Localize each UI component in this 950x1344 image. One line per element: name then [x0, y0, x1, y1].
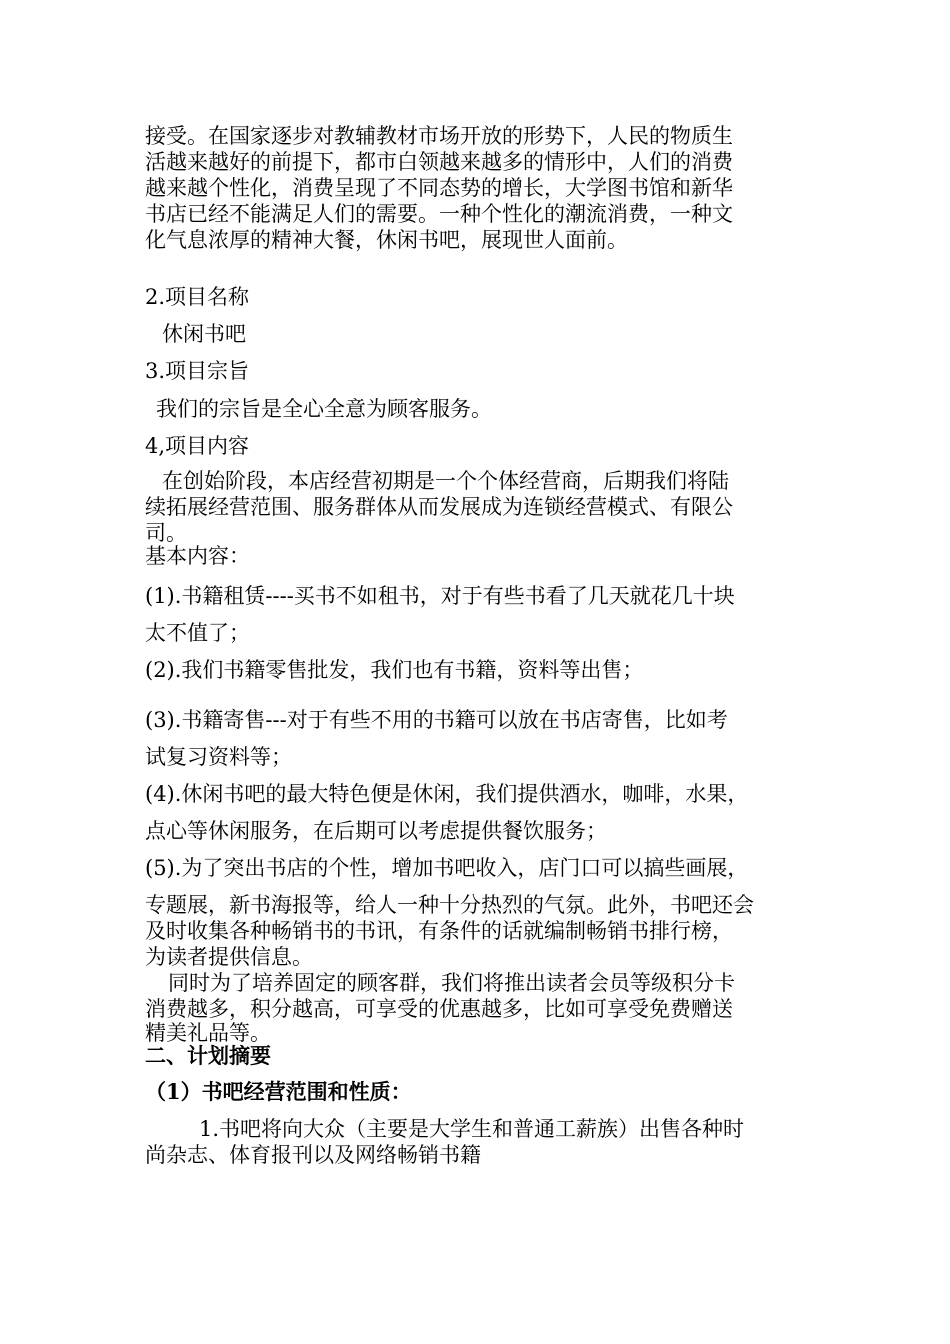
section2-body: 休闲书吧	[162, 322, 246, 346]
item-2-line-1: (2).我们书籍零售批发，我们也有书籍，资料等出售；	[145, 658, 644, 682]
intro-line-5: 化气息浓厚的精神大餐，休闲书吧，展现世人面前。	[145, 228, 628, 252]
item-1-line-2: 太不值了；	[145, 621, 250, 645]
plan-item-line-2: 尚杂志、体育报刊以及网络畅销书籍	[145, 1143, 481, 1167]
section3-heading: 3.项目宗旨	[145, 359, 250, 383]
intro-line-2: 活越来越好的前提下，都市白领越来越多的情形中，人们的消费	[145, 150, 733, 174]
plan-item-line-1: 1.书吧将向大众（主要是大学生和普通工薪族）出售各种时	[199, 1117, 745, 1141]
intro-line-4: 书店已经不能满足人们的需要。一种个性化的潮流消费，一种文	[145, 202, 733, 226]
item-4-line-2: 点心等休闲服务，在后期可以考虑提供餐饮服务；	[145, 819, 607, 843]
item-5-line-4: 为读者提供信息。	[145, 945, 313, 969]
section4-para-line-2: 续拓展经营范围、服务群体从而发展成为连锁经营模式、有限公	[145, 495, 733, 519]
section3-body: 我们的宗旨是全心全意为顾客服务。	[156, 397, 492, 421]
item-5-line-3: 及时收集各种畅销书的书讯，有条件的话就编制畅销书排行榜，	[145, 919, 733, 943]
intro-line-1: 接受。在国家逐步对教辅教材市场开放的形势下，人民的物质生	[145, 124, 733, 148]
basic-content-label: 基本内容：	[145, 544, 250, 568]
plan-subheading: （1）书吧经营范围和性质：	[145, 1079, 412, 1104]
item-1-line-1: (1).书籍租赁----买书不如租书，对于有些书看了几天就花几十块	[145, 584, 735, 608]
member-line-3: 精美礼品等。	[145, 1021, 271, 1045]
section4-para-line-1: 在创始阶段，本店经营初期是一个个体经营商，后期我们将陆	[162, 469, 729, 493]
plan-heading: 二、计划摘要	[145, 1043, 271, 1068]
member-line-1: 同时为了培养固定的顾客群，我们将推出读者会员等级积分卡	[168, 971, 735, 995]
intro-line-3: 越来越个性化，消费呈现了不同态势的增长，大学图书馆和新华	[145, 176, 733, 200]
section4-para-line-3: 司。	[145, 521, 187, 545]
item-4-line-1: (4).休闲书吧的最大特色便是休闲，我们提供酒水，咖啡，水果，	[145, 782, 749, 806]
item-3-line-1: (3).书籍寄售---对于有些不用的书籍可以放在书店寄售，比如考	[145, 708, 728, 732]
section4-heading: 4,项目内容	[145, 434, 250, 458]
member-line-2: 消费越多，积分越高，可享受的优惠越多，比如可享受免费赠送	[145, 997, 733, 1021]
item-5-line-2: 专题展，新书海报等，给人一种十分热烈的气氛。此外，书吧还会	[145, 893, 754, 917]
item-3-line-2: 试复习资料等；	[145, 745, 292, 769]
section2-heading: 2.项目名称	[145, 285, 250, 309]
item-5-line-1: (5).为了突出书店的个性，增加书吧收入，店门口可以搞些画展，	[145, 856, 749, 880]
